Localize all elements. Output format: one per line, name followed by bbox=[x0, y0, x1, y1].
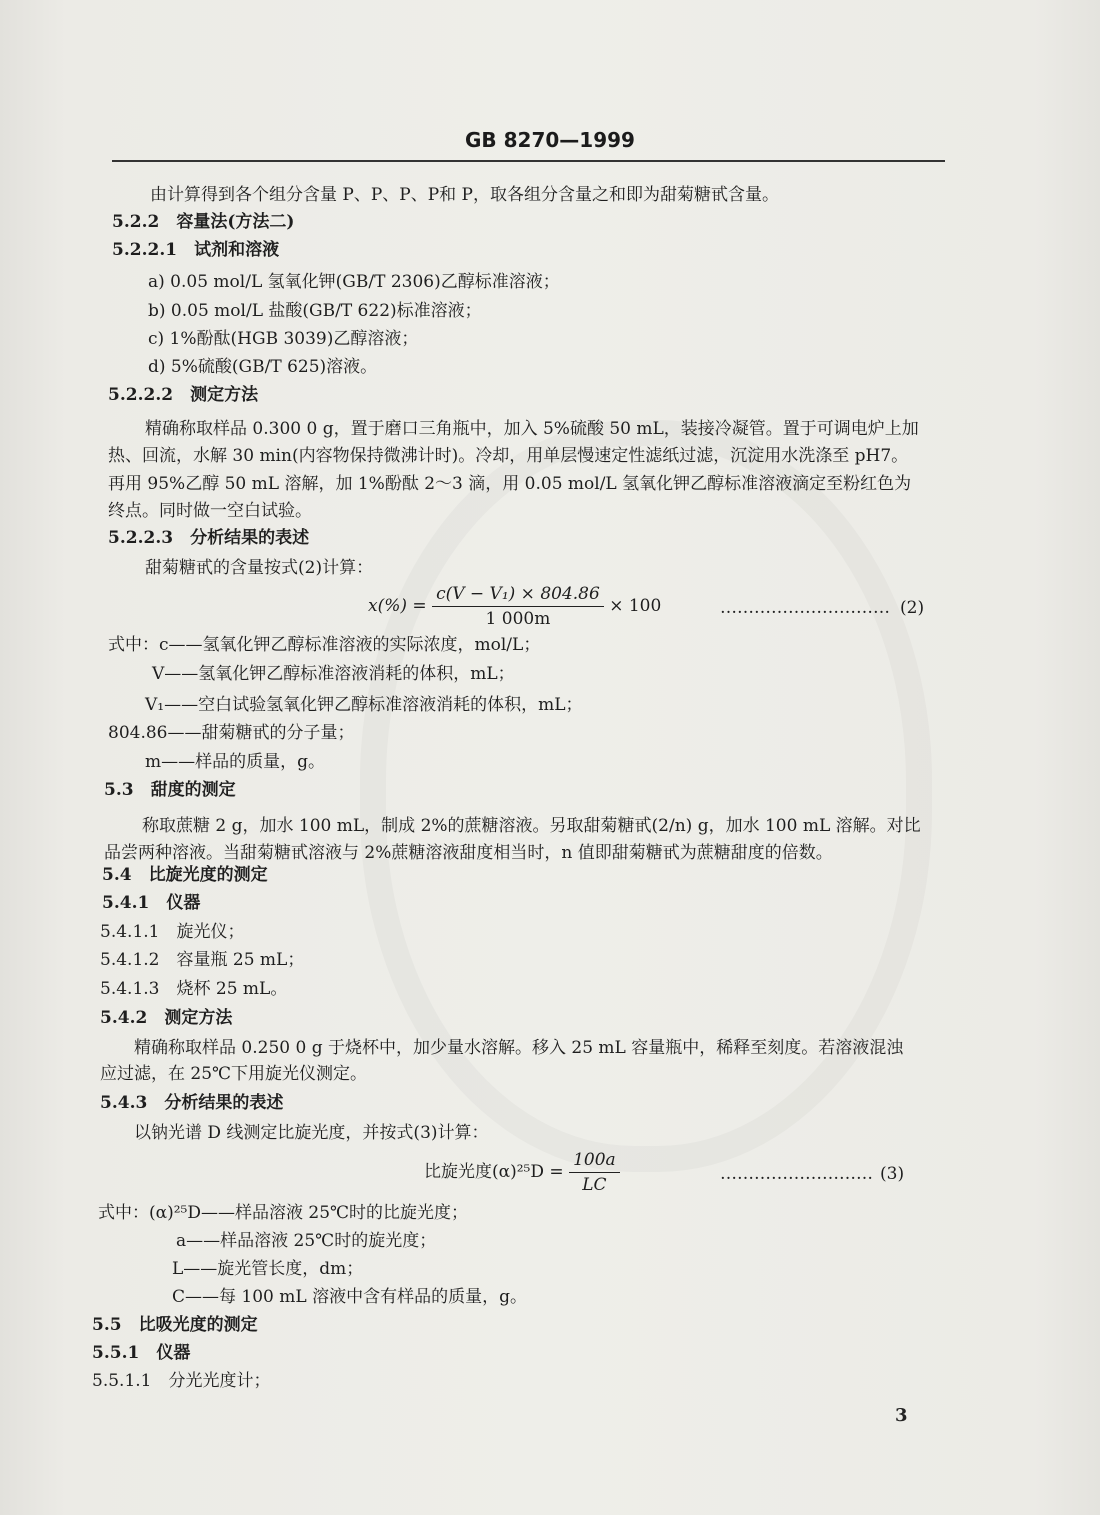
variable-definition: C——每 100 mL 溶液中含有样品的质量，g。 bbox=[172, 1287, 527, 1307]
section-heading: 5.3 甜度的测定 bbox=[104, 780, 236, 800]
variable-definition: 式中：c——氢氧化钾乙醇标准溶液的实际浓度，mol/L； bbox=[108, 635, 541, 655]
section-heading: 5.2.2.3 分析结果的表述 bbox=[108, 528, 310, 548]
formula-2 bbox=[368, 584, 661, 629]
text-line: 精确称取样品 0.250 0 g 于烧杯中，加少量水溶解。移入 25 mL 容量瓶中，稀释至刻度。若溶液混浊 bbox=[134, 1038, 904, 1058]
section-heading: 5.2.2.1 试剂和溶液 bbox=[112, 240, 280, 260]
formula-3-lhs: 比旋光度(α)²⁵D = bbox=[424, 1162, 564, 1182]
formula-2-lhs: x(%) = bbox=[368, 596, 427, 616]
text-line: 品尝两种溶液。当甜菊糖甙溶液与 2%蔗糖溶液甜度相当时，n 值即甜菊糖甙为蔗糖甜度的倍数。 bbox=[104, 843, 833, 863]
faint-seal-watermark bbox=[360, 420, 932, 1172]
instrument-item: 5.4.1.3 烧杯 25 mL。 bbox=[100, 979, 288, 999]
formula-3-denominator: LC bbox=[582, 1175, 607, 1195]
text-line: 称取蔗糖 2 g，加水 100 mL，制成 2%的蔗糖溶液。另取甜菊糖甙(2/n) g，加水 100 mL 溶解。对比 bbox=[142, 816, 921, 836]
text-line: 以钠光谱 D 线测定比旋光度，并按式(3)计算： bbox=[134, 1123, 489, 1143]
section-heading: 5.4.3 分析结果的表述 bbox=[100, 1093, 284, 1113]
formula-3-fraction bbox=[569, 1150, 620, 1195]
section-heading: 5.2.2.2 测定方法 bbox=[108, 385, 259, 405]
variable-definition: L——旋光管长度，dm； bbox=[172, 1259, 364, 1279]
variable-definition: 804.86——甜菊糖甙的分子量； bbox=[108, 723, 355, 743]
text-line: 由计算得到各个组分含量 P、P、P、P和 P，取各组分含量之和即为甜菊糖甙含量。 bbox=[150, 185, 779, 205]
instrument-item: 5.4.1.2 容量瓶 25 mL； bbox=[100, 950, 305, 970]
text-line: 应过滤，在 25℃下用旋光仪测定。 bbox=[100, 1064, 368, 1084]
variable-definition: V——氢氧化钾乙醇标准溶液消耗的体积，mL； bbox=[152, 664, 515, 684]
variable-definition: 式中：(α)²⁵D——样品溶液 25℃时的比旋光度； bbox=[98, 1203, 469, 1223]
section-heading: 5.5.1 仪器 bbox=[92, 1343, 191, 1363]
variable-definition: a——样品溶液 25℃时的旋光度； bbox=[176, 1231, 437, 1251]
formula-2-fraction bbox=[432, 584, 604, 629]
formula-3-leader: ……………………… bbox=[720, 1164, 873, 1184]
formula-3-numerator: 100a bbox=[569, 1150, 620, 1173]
section-heading: 5.2.2 容量法(方法二) bbox=[112, 212, 295, 232]
formula-3 bbox=[424, 1150, 620, 1195]
section-heading: 5.4.2 测定方法 bbox=[100, 1008, 233, 1028]
list-item: a) 0.05 mol/L 氢氧化钾(GB/T 2306)乙醇标准溶液； bbox=[148, 272, 560, 292]
formula-2-number: (2) bbox=[900, 598, 925, 618]
text-line: 再用 95%乙醇 50 mL 溶解，加 1%酚酞 2～3 滴，用 0.05 mol/L 氢氧化钾乙醇标准溶液滴定至粉红色为 bbox=[108, 474, 912, 494]
text-line: 精确称取样品 0.300 0 g，置于磨口三角瓶中，加入 5%硫酸 50 mL，装接冷凝管。置于可调电炉上加 bbox=[145, 419, 919, 439]
text-line: 热、回流，水解 30 min(内容物保持微沸计时)。冷却，用单层慢速定性滤纸过滤，沉淀用水洗涤至 pH7。 bbox=[108, 446, 909, 466]
list-item: c) 1%酚酞(HGB 3039)乙醇溶液； bbox=[148, 329, 419, 349]
section-heading: 5.5 比吸光度的测定 bbox=[92, 1315, 258, 1335]
text-line: 甜菊糖甙的含量按式(2)计算： bbox=[145, 558, 374, 578]
variable-definition: V₁——空白试验氢氧化钾乙醇标准溶液消耗的体积，mL； bbox=[145, 695, 583, 715]
header-rule bbox=[112, 160, 945, 162]
variable-definition: m——样品的质量，g。 bbox=[145, 752, 326, 772]
formula-2-denominator: 1 000m bbox=[485, 609, 551, 629]
list-item: d) 5%硫酸(GB/T 625)溶液。 bbox=[148, 357, 378, 377]
formula-2-numerator: c(V − V₁) × 804.86 bbox=[432, 584, 604, 607]
page-number: 3 bbox=[895, 1405, 908, 1426]
formula-3-number: (3) bbox=[880, 1164, 905, 1184]
section-heading: 5.4 比旋光度的测定 bbox=[102, 865, 268, 885]
list-item: b) 0.05 mol/L 盐酸(GB/T 622)标准溶液； bbox=[148, 301, 482, 321]
instrument-item: 5.5.1.1 分光光度计； bbox=[92, 1371, 271, 1391]
formula-2-leader: ………………………… bbox=[720, 598, 890, 618]
section-heading: 5.4.1 仪器 bbox=[102, 893, 201, 913]
text-line: 终点。同时做一空白试验。 bbox=[108, 501, 312, 521]
instrument-item: 5.4.1.1 旋光仪； bbox=[100, 922, 245, 942]
formula-2-multiplier: × 100 bbox=[609, 596, 662, 616]
standard-code-header: GB 8270—1999 bbox=[465, 128, 635, 152]
